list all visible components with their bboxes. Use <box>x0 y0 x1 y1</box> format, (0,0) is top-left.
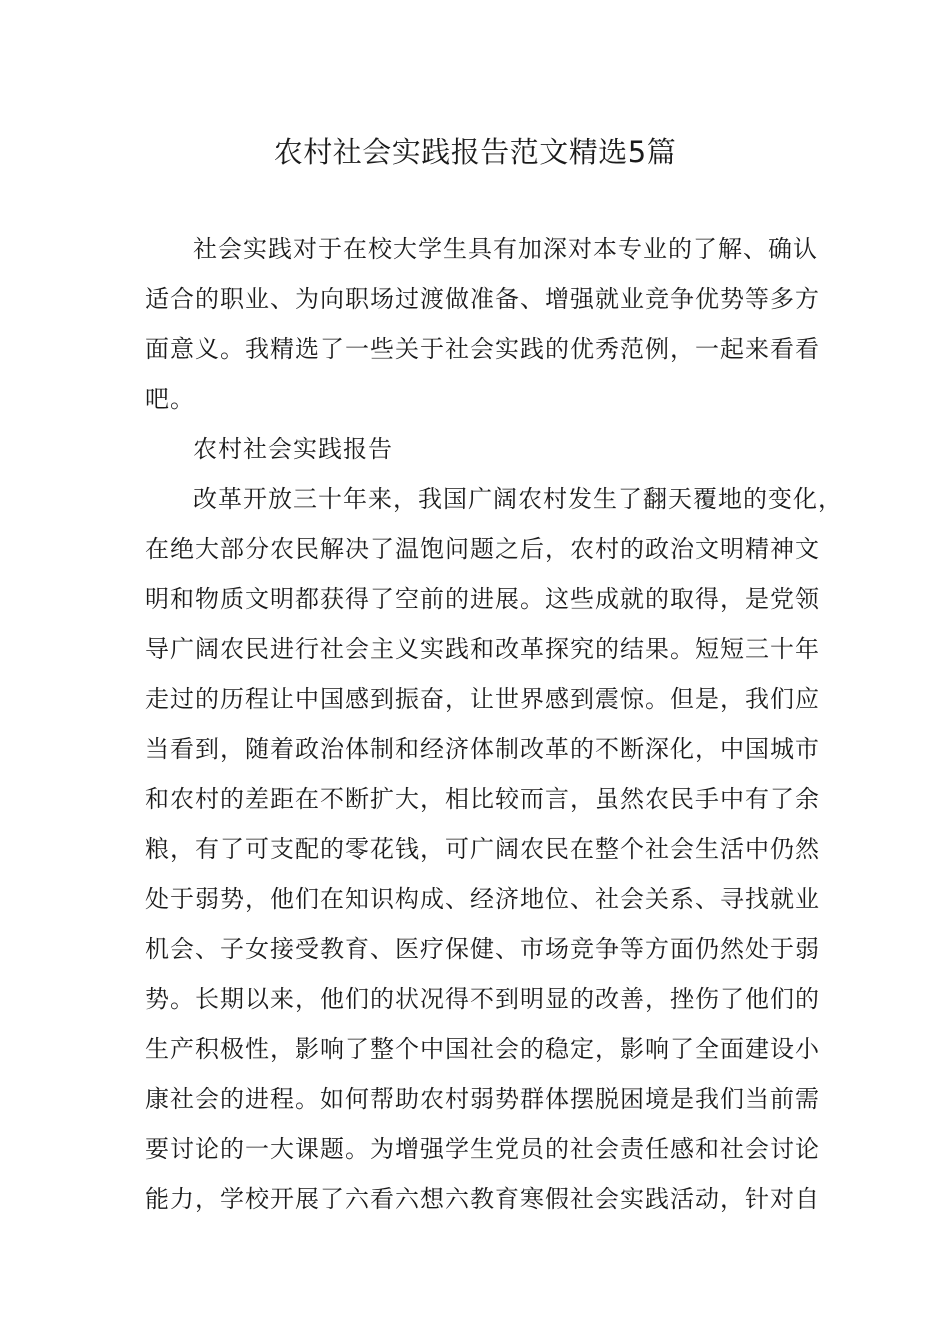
paragraph-line: 康社会的进程。如何帮助农村弱势群体摆脱困境是我们当前需 <box>145 1085 820 1113</box>
paragraph-line: 生产积极性，影响了整个中国社会的稳定，影响了全面建设小 <box>145 1035 820 1063</box>
paragraph-line: 社会实践对于在校大学生具有加深对本专业的了解、确认 <box>193 235 818 263</box>
paragraph-line: 处于弱势，他们在知识构成、经济地位、社会关系、寻找就业 <box>145 885 820 913</box>
paragraph-line: 和农村的差距在不断扩大，相比较而言，虽然农民手中有了余 <box>145 785 820 813</box>
section-heading: 农村社会实践报告 <box>193 435 393 463</box>
paragraph-line: 要讨论的一大课题。为增强学生党员的社会责任感和社会讨论 <box>145 1135 820 1163</box>
paragraph-line: 粮，有了可支配的零花钱，可广阔农民在整个社会生活中仍然 <box>145 835 820 863</box>
document-title: 农村社会实践报告范文精选5篇 <box>273 135 677 169</box>
paragraph-line: 机会、子女接受教育、医疗保健、市场竞争等方面仍然处于弱 <box>145 935 820 963</box>
paragraph-line: 当看到，随着政治体制和经济体制改革的不断深化，中国城市 <box>145 735 820 763</box>
paragraph-line: 明和物质文明都获得了空前的进展。这些成就的取得，是党领 <box>145 585 820 613</box>
paragraph-line: 吧。 <box>145 385 195 413</box>
paragraph-line: 能力，学校开展了六看六想六教育寒假社会实践活动，针对自 <box>145 1185 820 1213</box>
paragraph-line: 势。长期以来，他们的状况得不到明显的改善，挫伤了他们的 <box>145 985 820 1013</box>
paragraph-line: 改革开放三十年来，我国广阔农村发生了翻天覆地的变化， <box>193 485 843 513</box>
paragraph-line: 走过的历程让中国感到振奋，让世界感到震惊。但是，我们应 <box>145 685 820 713</box>
paragraph-line: 面意义。我精选了一些关于社会实践的优秀范例，一起来看看 <box>145 335 820 363</box>
document-body <box>145 224 843 1224</box>
paragraph-line: 在绝大部分农民解决了温饱问题之后，农村的政治文明精神文 <box>145 535 820 563</box>
paragraph-line: 适合的职业、为向职场过渡做准备、增强就业竞争优势等多方 <box>145 285 820 313</box>
paragraph-line: 导广阔农民进行社会主义实践和改革探究的结果。短短三十年 <box>145 635 820 663</box>
